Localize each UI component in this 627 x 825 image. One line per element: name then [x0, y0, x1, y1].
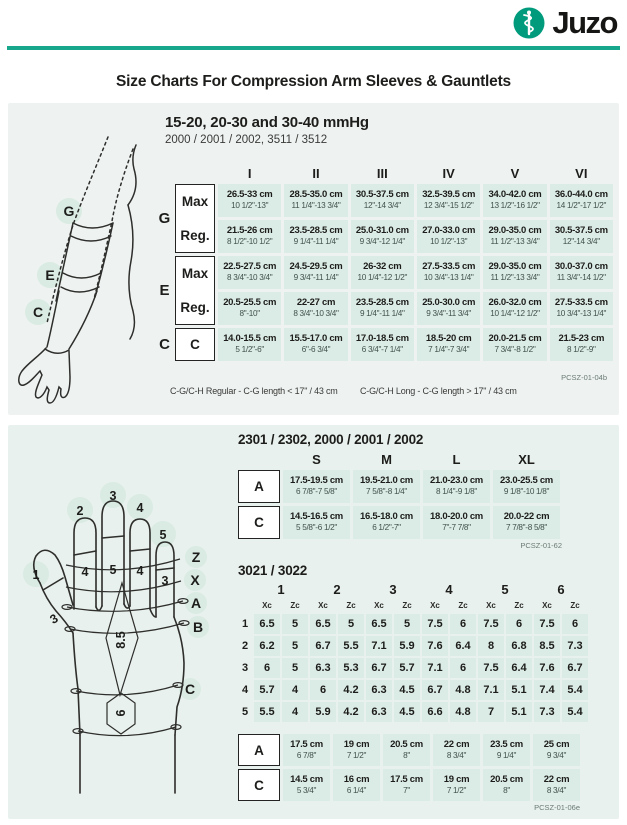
- pinky-segment: 3: [161, 574, 169, 588]
- table-cell: 7.3: [534, 702, 560, 722]
- table-cell: 24.5-29.5 cm 9 3/4"-11 1/4": [284, 256, 347, 289]
- table-cell: 5.1: [506, 702, 532, 722]
- table-cell: 6.7: [310, 636, 336, 656]
- gauntlet-size-table: [238, 450, 562, 539]
- table-cell: 6: [506, 614, 532, 634]
- table-cell: 6.3: [366, 702, 392, 722]
- subcol-xc: Xc: [374, 601, 384, 610]
- finger-row-label: 3: [241, 662, 249, 674]
- table-cell: 6.8: [506, 636, 532, 656]
- subcol-xc: Xc: [486, 601, 496, 610]
- table-cell: 4.2: [338, 680, 364, 700]
- table-cell: 7: [478, 702, 504, 722]
- row-box-a: A: [238, 470, 280, 503]
- size-group-5: 5: [501, 582, 509, 597]
- wrist-measure-value: 6: [114, 709, 128, 717]
- subcol-xc: Xc: [542, 601, 552, 610]
- table-cell: 21.5-23 cm 8 1/2"-9": [550, 328, 613, 361]
- table-cell: 7.1: [478, 680, 504, 700]
- index-segment: 4: [81, 565, 89, 579]
- table-cell: 7.5: [422, 614, 448, 634]
- finger-row-label: 4: [241, 684, 249, 696]
- table-cell: 20.5 cm 8": [483, 769, 530, 801]
- hand-label-z: Z: [191, 549, 201, 565]
- table-cell: 22.5-27.5 cm 8 3/4"-10 3/4": [218, 256, 281, 289]
- table-cell: 6.6: [422, 702, 448, 722]
- group-box-g: [175, 184, 215, 253]
- table-cell: 22 cm 8 3/4": [533, 769, 580, 801]
- arm-label-c: C: [32, 304, 44, 320]
- table-cell: 6: [254, 658, 280, 678]
- brand-name: Juzo: [552, 5, 617, 40]
- table-cell: 19 cm 7 1/2": [433, 769, 480, 801]
- row-label-g-max: Max: [181, 194, 209, 210]
- table-cell: 20.5-25.5 cm 8"-10": [218, 292, 281, 325]
- gauntlet-size-block: [238, 432, 562, 550]
- table-cell: 7.3: [562, 636, 588, 656]
- table-cell: 6.5: [366, 614, 392, 634]
- glove-ac-table: [238, 734, 580, 801]
- table-cell: 5.1: [506, 680, 532, 700]
- table-cell: 23.5 cm 9 1/4": [483, 734, 530, 766]
- table-cell: 23.5-28.5 cm 9 1/4"-11 1/4": [284, 220, 347, 253]
- table-cell: 22 cm 8 3/4": [433, 734, 480, 766]
- table-cell: 17.5-19.5 cm 6 7/8"-7 5/8": [283, 470, 350, 503]
- arm-col-V: V: [510, 166, 520, 181]
- table-cell: 4: [282, 680, 308, 700]
- table-cell: 6.7: [422, 680, 448, 700]
- table-cell: 14.0-15.5 cm 5 1/2"-6": [218, 328, 281, 361]
- table-cell: 4.8: [450, 680, 476, 700]
- table-cell: 34.0-42.0 cm 13 1/2"-16 1/2": [483, 184, 546, 217]
- table-cell: 5.5: [254, 702, 280, 722]
- asclepius-staff-icon: [512, 6, 546, 40]
- size-group-3: 3: [389, 582, 397, 597]
- table-cell: 6: [450, 658, 476, 678]
- arm-measurement-diagram: [12, 135, 164, 407]
- table-cell: 25 cm 9 3/4": [533, 734, 580, 766]
- subcol-zc: Zc: [570, 601, 580, 610]
- glove-size-block: [238, 563, 590, 812]
- table-cell: 21.5-26 cm 8 1/2"-10 1/2": [218, 220, 281, 253]
- table-cell: 8: [478, 636, 504, 656]
- arm-panel-title: 15-20, 20-30 and 30-40 mmHg: [165, 114, 369, 131]
- table-cell: 27.5-33.5 cm 10 3/4"-13 1/4": [417, 256, 480, 289]
- table-cell: 5.7: [254, 680, 280, 700]
- table-cell: 6.3: [310, 658, 336, 678]
- table-cell: 4.8: [450, 702, 476, 722]
- table-cell: 6: [562, 614, 588, 634]
- table-cell: 5: [282, 636, 308, 656]
- finger-label-3: 3: [109, 489, 117, 503]
- table-cell: 6.4: [450, 636, 476, 656]
- table-cell: 19 cm 7 1/2": [333, 734, 380, 766]
- table-cell: 14.5-16.5 cm 5 5/8"-6 1/2": [283, 506, 350, 539]
- hand-measurement-diagram: [14, 437, 224, 811]
- row-box-c: C: [238, 506, 280, 539]
- table-cell: 6.7: [562, 658, 588, 678]
- table-cell: 4.2: [338, 702, 364, 722]
- table-cell: 16.5-18.0 cm 6 1/2"-7": [353, 506, 420, 539]
- arm-col-II: II: [312, 166, 320, 181]
- gauntlet-col-s: S: [312, 452, 321, 467]
- table-cell: 21.0-23.0 cm 8 1/4"-9 1/8": [423, 470, 490, 503]
- table-cell: 6.2: [254, 636, 280, 656]
- table-cell: 7.5: [534, 614, 560, 634]
- ring-segment: 4: [136, 564, 144, 578]
- finger-label-2: 2: [76, 504, 84, 518]
- table-cell: 7.4: [534, 680, 560, 700]
- table-cell: 7.6: [534, 658, 560, 678]
- arm-label-e: E: [45, 267, 55, 283]
- table-cell: 29.0-35.0 cm 11 1/2"-13 3/4": [483, 256, 546, 289]
- table-cell: 25.0-30.0 cm 9 3/4"-11 3/4": [417, 292, 480, 325]
- row-label-c: C: [190, 337, 200, 352]
- page-title: Size Charts For Compression Arm Sleeves & Gauntlets: [116, 73, 511, 90]
- table-cell: 5.7: [394, 658, 420, 678]
- table-cell: 29.0-35.0 cm 11 1/2"-13 3/4": [483, 220, 546, 253]
- table-cell: 27.0-33.0 cm 10 1/2"-13": [417, 220, 480, 253]
- table-cell: 8.5: [534, 636, 560, 656]
- subcol-zc: Zc: [402, 601, 412, 610]
- subcol-zc: Zc: [514, 601, 524, 610]
- table-cell: 16 cm 6 1/4": [333, 769, 380, 801]
- chart-code: PCSZ-01-62: [520, 541, 562, 550]
- table-cell: 26.5-33 cm 10 1/2"-13": [218, 184, 281, 217]
- row-label-e-reg: Reg.: [180, 299, 210, 315]
- table-cell: 23.0-25.5 cm 9 1/8"-10 1/8": [493, 470, 560, 503]
- table-cell: 17.0-18.5 cm 6 3/4"-7 1/4": [351, 328, 414, 361]
- middle-segment: 5: [109, 563, 117, 577]
- table-cell: 20.0-21.5 cm 7 3/4"-8 1/2": [483, 328, 546, 361]
- size-group-4: 4: [445, 582, 453, 597]
- table-cell: 5.5: [338, 636, 364, 656]
- arm-panel-styles: 2000 / 2001 / 2002, 3511 / 3512: [165, 134, 328, 146]
- finger-row-label: 1: [241, 618, 249, 630]
- subcol-zc: Zc: [458, 601, 468, 610]
- brand-logo: [512, 5, 617, 41]
- table-cell: 6.4: [506, 658, 532, 678]
- arm-col-IV: IV: [442, 166, 455, 181]
- table-cell: 18.5-20 cm 7 1/4"-7 3/4": [417, 328, 480, 361]
- group-box-e: [175, 256, 215, 325]
- table-cell: 4.5: [394, 680, 420, 700]
- table-cell: 27.5-33.5 cm 10 3/4"-13 1/4": [550, 292, 613, 325]
- arm-sleeve-panel: [8, 103, 619, 415]
- table-cell: 5.4: [562, 680, 588, 700]
- table-cell: 26.0-32.0 cm 10 1/4"-12 1/2": [483, 292, 546, 325]
- table-cell: 5: [282, 614, 308, 634]
- table-cell: 5.3: [338, 658, 364, 678]
- table-cell: 5.4: [562, 702, 588, 722]
- finger-row-label: 2: [241, 640, 249, 652]
- row-label-g-reg: Reg.: [180, 227, 210, 243]
- table-cell: 6.5: [254, 614, 280, 634]
- thumb-segment: 3: [47, 611, 61, 627]
- table-cell: 5: [282, 658, 308, 678]
- gauntlet-col-xl: XL: [518, 452, 535, 467]
- table-cell: 26-32 cm 10 1/4"-12 1/2": [351, 256, 414, 289]
- chart-code: PCSZ-01-06e: [534, 803, 580, 812]
- row-label-e-max: Max: [181, 266, 209, 282]
- finger-label-5: 5: [159, 528, 167, 542]
- table-cell: 20.5 cm 8": [383, 734, 430, 766]
- group-label-e: E: [159, 282, 170, 299]
- table-cell: 30.5-37.5 cm 12"-14 3/4": [550, 220, 613, 253]
- table-cell: 19.5-21.0 cm 7 5/8"-8 1/4": [353, 470, 420, 503]
- hand-label-a: A: [190, 595, 202, 611]
- subcol-xc: Xc: [318, 601, 328, 610]
- table-cell: 25.0-31.0 cm 9 3/4"-12 1/4": [351, 220, 414, 253]
- arm-col-III: III: [376, 166, 388, 181]
- table-cell: 5.9: [394, 636, 420, 656]
- gauntlet-col-l: L: [452, 452, 461, 467]
- row-box-c: C: [238, 769, 280, 801]
- table-cell: 7.5: [478, 614, 504, 634]
- table-cell: 6: [310, 680, 336, 700]
- palm-measure-value: 8.5: [114, 631, 128, 649]
- table-cell: 7.5: [478, 658, 504, 678]
- arm-size-table: [157, 163, 613, 361]
- table-cell: 22-27 cm 8 3/4"-10 3/4": [284, 292, 347, 325]
- hand-label-b: B: [192, 619, 204, 635]
- table-cell: 4: [282, 702, 308, 722]
- footnote-long: C-G/C-H Long - C-G length > 17" / 43 cm: [360, 386, 517, 396]
- size-group-1: 1: [277, 582, 285, 597]
- group-box-c: [175, 328, 215, 361]
- footnote-regular: C-G/C-H Regular - C-G length < 17" / 43 cm: [170, 386, 338, 396]
- table-cell: 30.5-37.5 cm 12"-14 3/4": [351, 184, 414, 217]
- table-cell: 20.0-22 cm 7 7/8"-8 5/8": [493, 506, 560, 539]
- table-cell: 28.5-35.0 cm 11 1/4"-13 3/4": [284, 184, 347, 217]
- subcol-xc: Xc: [262, 601, 272, 610]
- size-group-2: 2: [333, 582, 341, 597]
- table-cell: 7.1: [366, 636, 392, 656]
- accent-rule: [7, 46, 620, 50]
- table-cell: 6.5: [310, 614, 336, 634]
- finger-label-1: 1: [32, 568, 40, 582]
- hand-label-c: C: [184, 681, 196, 697]
- table-cell: 5.9: [310, 702, 336, 722]
- glove-styles: 3021 / 3022: [238, 563, 308, 578]
- table-cell: 30.0-37.0 cm 11 3/4"-14 1/2": [550, 256, 613, 289]
- gauntlet-panel: [8, 425, 619, 819]
- finger-row-label: 5: [241, 706, 249, 718]
- table-cell: 32.5-39.5 cm 12 3/4"-15 1/2": [417, 184, 480, 217]
- table-cell: 6.7: [366, 658, 392, 678]
- group-label-g: G: [158, 210, 171, 227]
- finger-label-4: 4: [136, 501, 144, 515]
- table-cell: 15.5-17.0 cm 6"-6 3/4": [284, 328, 347, 361]
- glove-finger-table: [238, 581, 590, 722]
- arm-col-VI: VI: [575, 166, 588, 181]
- row-box-a: A: [238, 734, 280, 766]
- subcol-zc: Zc: [290, 601, 300, 610]
- subcol-zc: Zc: [346, 601, 356, 610]
- table-cell: 4.5: [394, 702, 420, 722]
- chart-code: PCSZ-01-04b: [561, 373, 607, 382]
- gauntlet-styles: 2301 / 2302, 2000 / 2001 / 2002: [238, 432, 424, 447]
- arm-col-I: I: [247, 166, 252, 181]
- table-cell: 5: [338, 614, 364, 634]
- table-cell: 6.3: [366, 680, 392, 700]
- table-cell: 17.5 cm 6 7/8": [283, 734, 330, 766]
- table-cell: 36.0-44.0 cm 14 1/2"-17 1/2": [550, 184, 613, 217]
- table-cell: 6: [450, 614, 476, 634]
- table-cell: 7.6: [422, 636, 448, 656]
- table-cell: 18.0-20.0 cm 7"-7 7/8": [423, 506, 490, 539]
- gauntlet-col-m: M: [381, 452, 392, 467]
- table-cell: 17.5 cm 7": [383, 769, 430, 801]
- table-cell: 7.1: [422, 658, 448, 678]
- size-group-6: 6: [557, 582, 565, 597]
- hand-label-x: X: [190, 572, 200, 588]
- table-cell: 23.5-28.5 cm 9 1/4"-11 1/4": [351, 292, 414, 325]
- arm-label-g: G: [63, 203, 75, 219]
- table-cell: 5: [394, 614, 420, 634]
- table-cell: 14.5 cm 5 3/4": [283, 769, 330, 801]
- subcol-xc: Xc: [430, 601, 440, 610]
- group-label-c: C: [159, 336, 170, 353]
